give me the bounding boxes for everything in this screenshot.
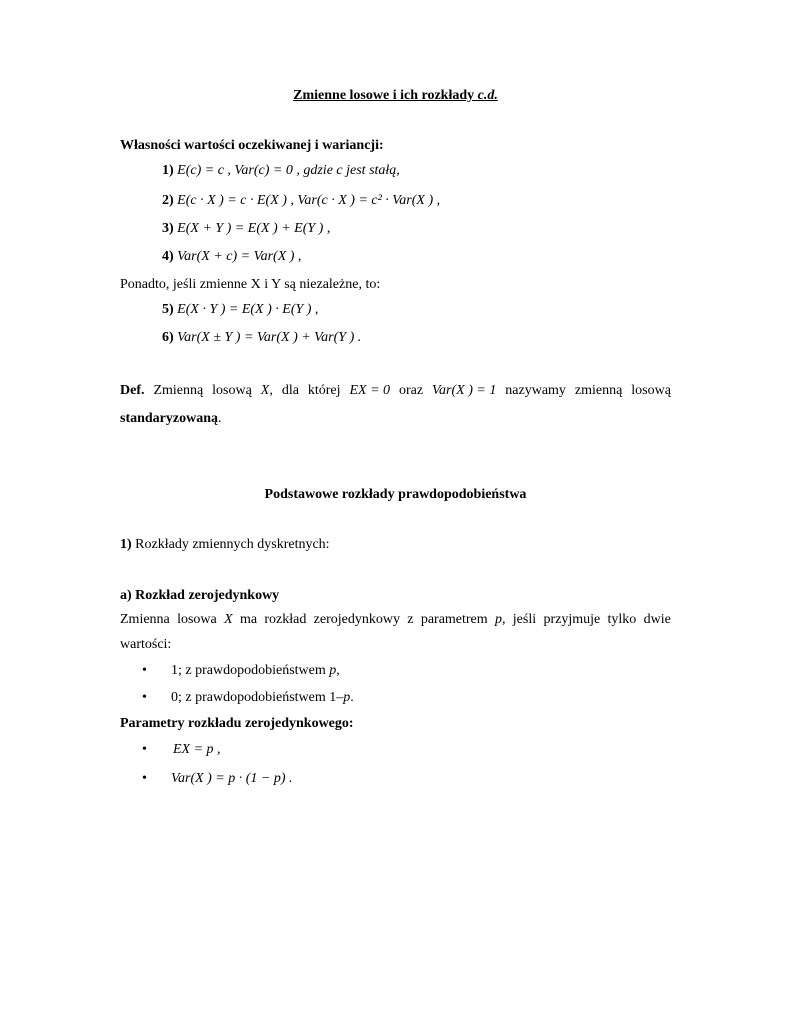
param-variance: Var(X ) = p · (1 − p) . [171, 771, 293, 786]
bullet-icon: • [142, 663, 147, 678]
discrete-heading: 1) Rozkłady zmiennych dyskretnych: [120, 537, 330, 552]
value-item: 0; z prawdopodobieństwem 1–p. [171, 690, 354, 705]
bullet-icon: • [142, 742, 147, 757]
property-6: 6) Var(X ± Y ) = Var(X ) + Var(Y ) . [162, 330, 362, 345]
definition-term-line: standaryzowaną. [120, 411, 222, 426]
zero-one-description: Zmienna losowa X ma rozkład zerojedynkowy z parametrem p, jeśli przyjmuje tylko dwie [120, 612, 671, 627]
params-heading: Parametry rozkładu zerojedynkowego: [120, 716, 354, 731]
bullet-icon: • [142, 690, 147, 705]
page-title: Zmienne losowe i ich rozkłady c.d. [293, 88, 498, 103]
value-item: 1; z prawdopodobieństwem p, [171, 663, 340, 678]
section-heading: Podstawowe rozkłady prawdopodobieństwa [264, 487, 527, 502]
zero-one-description-cont: wartości: [120, 637, 172, 652]
property-5: 5) E(X · Y ) = E(X ) · E(Y ) , [162, 302, 319, 317]
bullet-icon: • [142, 771, 147, 786]
property-3: 3) E(X + Y ) = E(X ) + E(Y ) , [162, 221, 331, 236]
property-1: 1) E(c) = c , Var(c) = 0 , gdzie c jest stałą, [162, 163, 400, 178]
zero-one-heading: a) Rozkład zerojedynkowy [120, 588, 280, 603]
property-2: 2) E(c · X ) = c · E(X ) , Var(c · X ) = c² · Var(X ) , [162, 193, 441, 208]
independence-text: Ponadto, jeśli zmienne X i Y są niezależne, to: [120, 277, 381, 292]
definition-line: Def. Zmienną losową X, dla której EX = 0 oraz Var(X ) = 1 nazywamy zmienną losową [120, 383, 671, 398]
property-4: 4) Var(X + c) = Var(X ) , [162, 249, 302, 264]
properties-heading: Własności wartości oczekiwanej i wariancji: [120, 138, 384, 153]
param-expected-value: EX = p , [173, 742, 221, 757]
